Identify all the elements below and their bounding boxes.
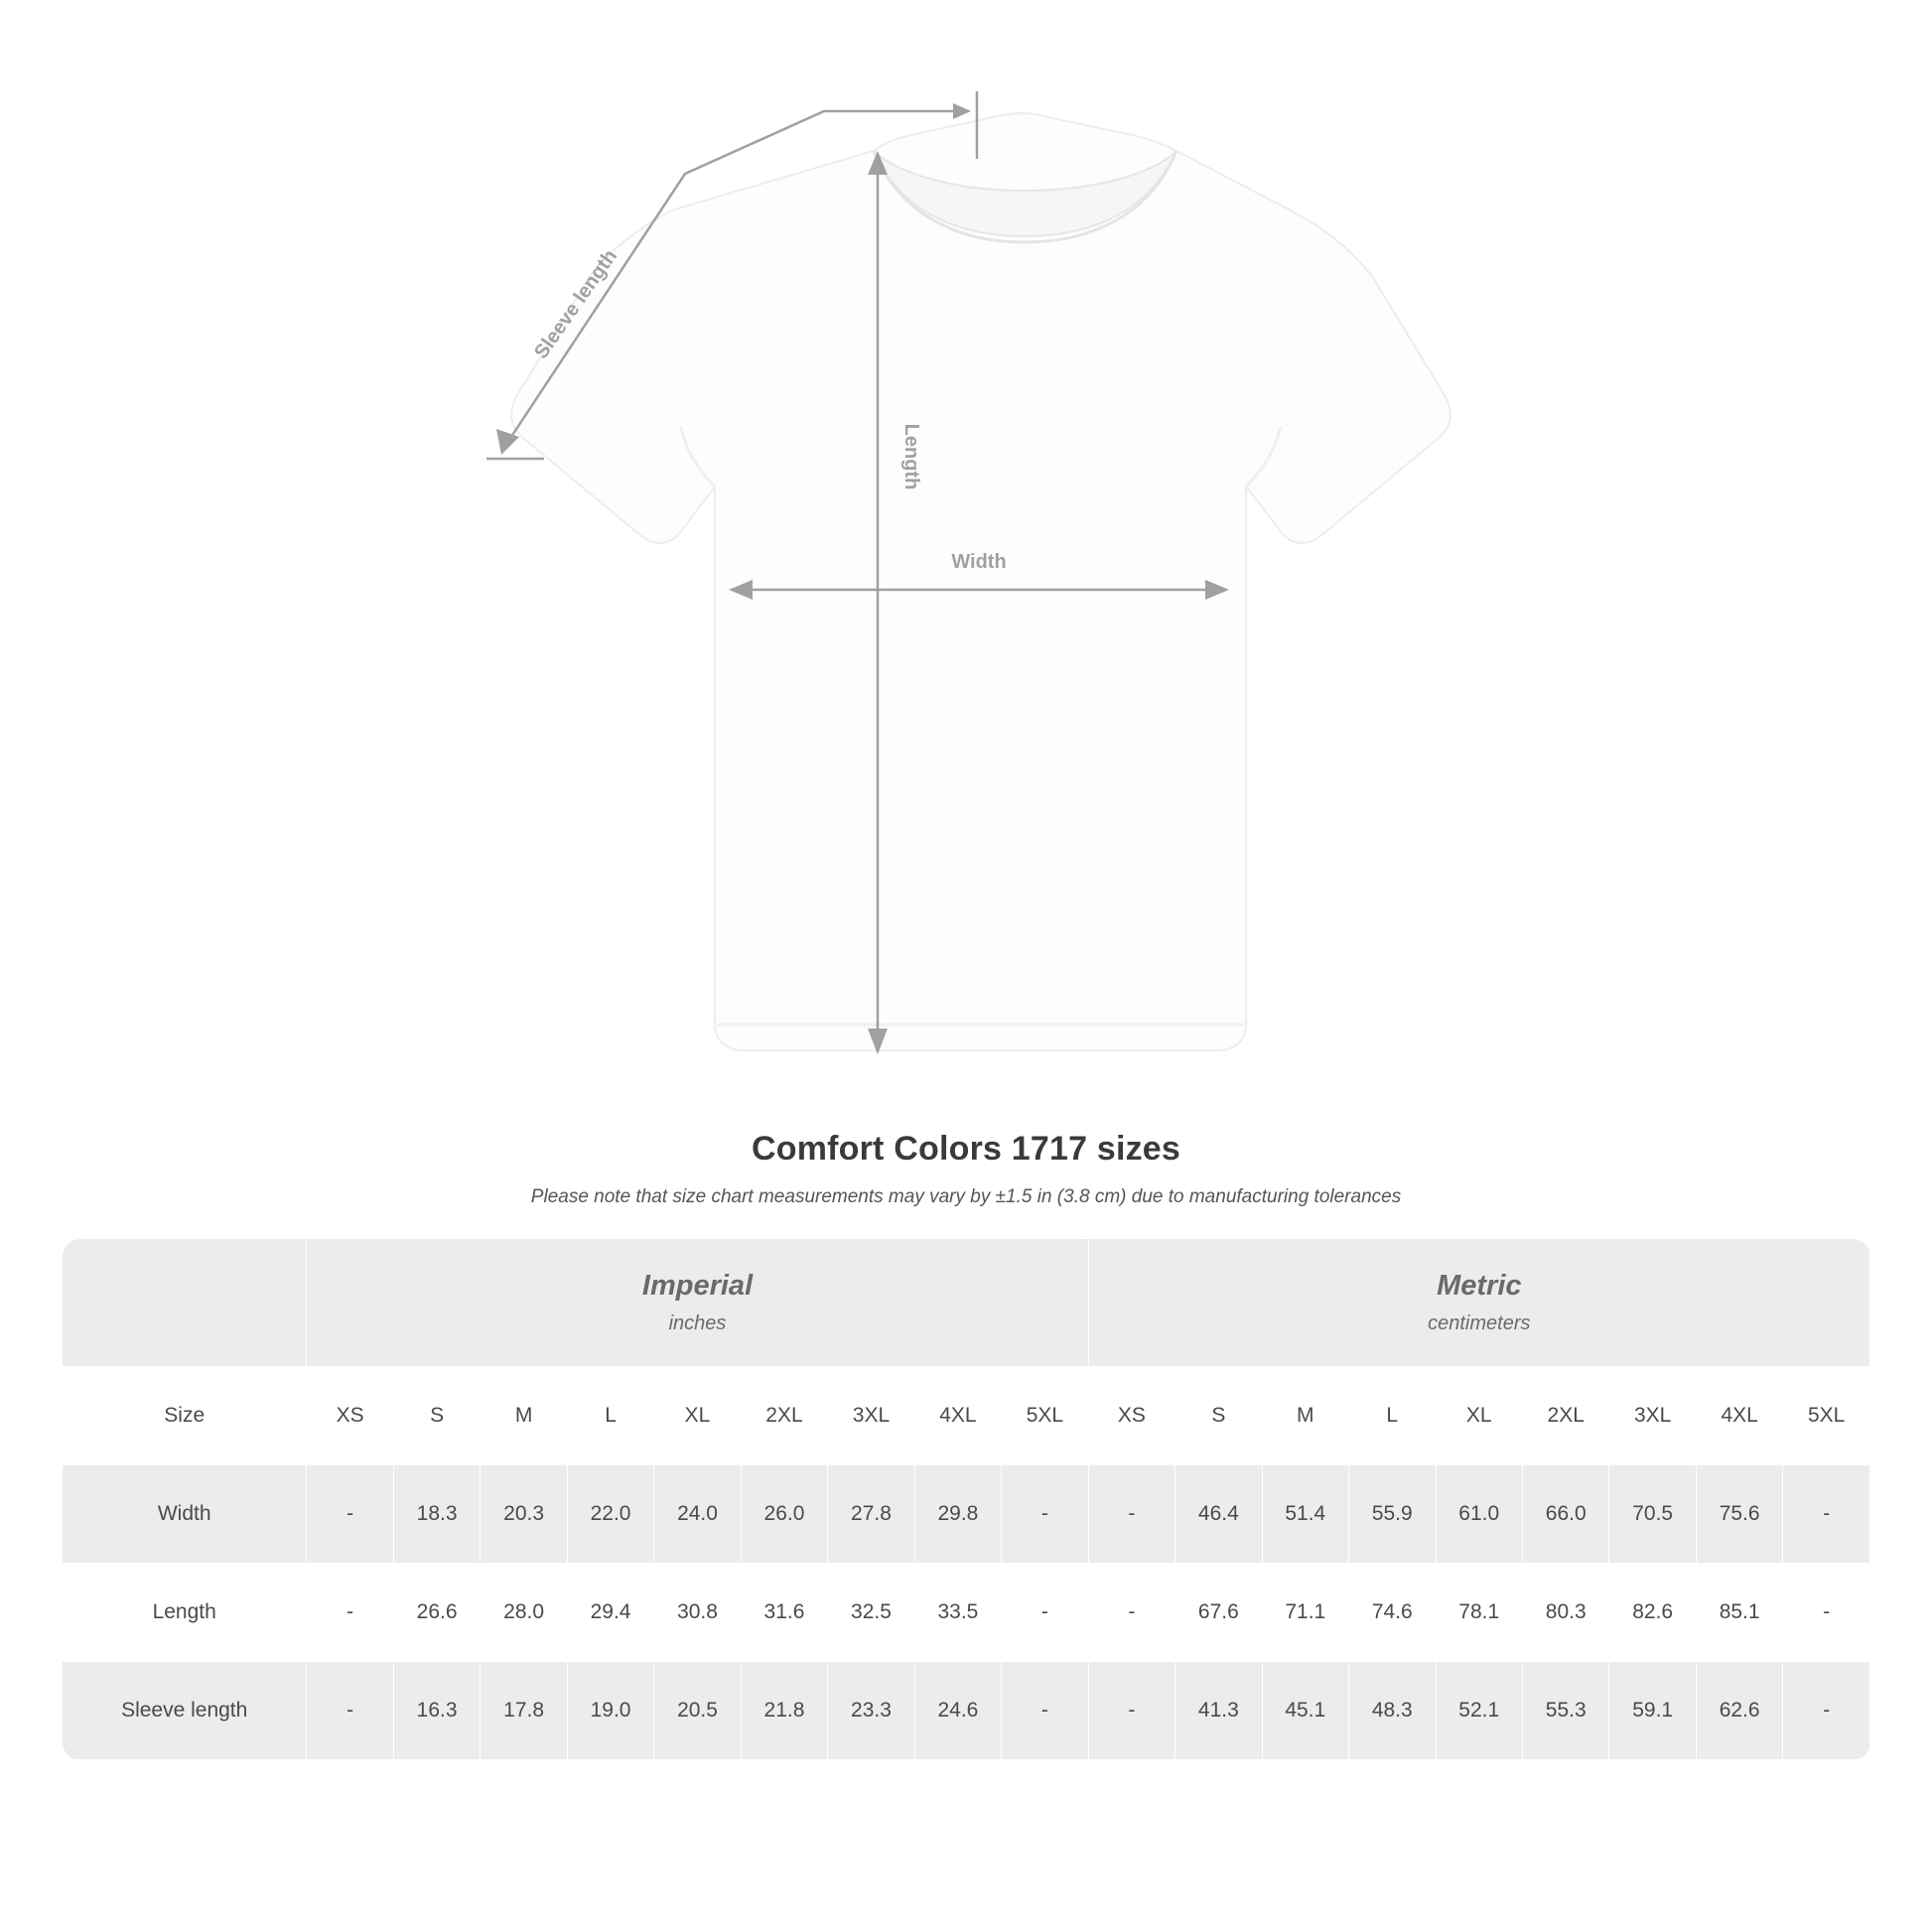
table-cell: 28.0 bbox=[481, 1564, 567, 1662]
table-cell: - bbox=[307, 1465, 393, 1564]
table-cell: 18.3 bbox=[393, 1465, 480, 1564]
sleeve-length-label: Sleeve length bbox=[530, 245, 622, 363]
table-cell: 55.3 bbox=[1522, 1662, 1608, 1760]
title-block bbox=[0, 1130, 1932, 1208]
table-cell: 41.3 bbox=[1175, 1662, 1262, 1760]
table-cell: - bbox=[1088, 1662, 1174, 1760]
table-cell: - bbox=[1002, 1465, 1088, 1564]
table-cell: - bbox=[1002, 1564, 1088, 1662]
table-row bbox=[63, 1564, 1870, 1662]
unit-imperial-sub: inches bbox=[668, 1312, 727, 1334]
table-cell: - bbox=[1002, 1662, 1088, 1760]
table-cell: 71.1 bbox=[1262, 1564, 1348, 1662]
table-cell: 27.8 bbox=[828, 1465, 914, 1564]
table-cell: - bbox=[1783, 1465, 1870, 1564]
table-cell: - bbox=[1088, 1465, 1174, 1564]
table-cell: 59.1 bbox=[1609, 1662, 1696, 1760]
table-cell: 16.3 bbox=[393, 1662, 480, 1760]
size-header-cell: S bbox=[393, 1367, 480, 1465]
size-header-cell: XL bbox=[654, 1367, 741, 1465]
size-table bbox=[62, 1238, 1870, 1760]
table-cell: 55.9 bbox=[1349, 1465, 1436, 1564]
table-cell: - bbox=[1783, 1564, 1870, 1662]
table-cell: 17.8 bbox=[481, 1662, 567, 1760]
table-cell: 48.3 bbox=[1349, 1662, 1436, 1760]
tshirt-shape bbox=[511, 113, 1450, 1050]
corner-cell bbox=[63, 1239, 307, 1367]
table-cell: 61.0 bbox=[1436, 1465, 1522, 1564]
table-cell: 85.1 bbox=[1696, 1564, 1782, 1662]
table-cell: 20.5 bbox=[654, 1662, 741, 1760]
table-cell: - bbox=[1088, 1564, 1174, 1662]
size-header-cell: XS bbox=[307, 1367, 393, 1465]
table-cell: 29.4 bbox=[567, 1564, 653, 1662]
unit-metric-sub: centimeters bbox=[1428, 1312, 1531, 1334]
table-row bbox=[63, 1662, 1870, 1760]
table-cell: 26.0 bbox=[741, 1465, 827, 1564]
unit-header-row bbox=[63, 1239, 1870, 1367]
size-header-row bbox=[63, 1367, 1870, 1465]
table-cell: 26.6 bbox=[393, 1564, 480, 1662]
size-header-cell: M bbox=[481, 1367, 567, 1465]
size-table-wrapper bbox=[62, 1238, 1870, 1760]
row-label: Width bbox=[63, 1465, 307, 1564]
table-cell: 33.5 bbox=[914, 1564, 1001, 1662]
row-label: Length bbox=[63, 1564, 307, 1662]
table-cell: 24.0 bbox=[654, 1465, 741, 1564]
unit-imperial bbox=[307, 1239, 1088, 1367]
table-cell: 82.6 bbox=[1609, 1564, 1696, 1662]
row-label: Sleeve length bbox=[63, 1662, 307, 1760]
table-cell: 74.6 bbox=[1349, 1564, 1436, 1662]
table-cell: 62.6 bbox=[1696, 1662, 1782, 1760]
size-header-label: Size bbox=[63, 1367, 307, 1465]
table-row bbox=[63, 1465, 1870, 1564]
table-cell: 31.6 bbox=[741, 1564, 827, 1662]
table-cell: 78.1 bbox=[1436, 1564, 1522, 1662]
table-cell: 20.3 bbox=[481, 1465, 567, 1564]
size-header-cell: L bbox=[1349, 1367, 1436, 1465]
table-cell: - bbox=[307, 1662, 393, 1760]
size-header-cell: L bbox=[567, 1367, 653, 1465]
table-cell: 32.5 bbox=[828, 1564, 914, 1662]
unit-metric-name: Metric bbox=[1437, 1270, 1522, 1302]
tolerance-note: Please note that size chart measurements may vary by ±1.5 in (3.8 cm) due to manufacturing tolerances bbox=[530, 1186, 1402, 1207]
table-cell: 46.4 bbox=[1175, 1465, 1262, 1564]
size-header-cell: 5XL bbox=[1002, 1367, 1088, 1465]
table-cell: 51.4 bbox=[1262, 1465, 1348, 1564]
page-title: Comfort Colors 1717 sizes bbox=[751, 1130, 1181, 1168]
table-cell: 19.0 bbox=[567, 1662, 653, 1760]
unit-metric bbox=[1088, 1239, 1869, 1367]
table-cell: 67.6 bbox=[1175, 1564, 1262, 1662]
table-cell: 30.8 bbox=[654, 1564, 741, 1662]
unit-imperial-name: Imperial bbox=[641, 1270, 754, 1302]
table-cell: 66.0 bbox=[1522, 1465, 1608, 1564]
size-header-cell: 3XL bbox=[1609, 1367, 1696, 1465]
size-header-cell: 4XL bbox=[914, 1367, 1001, 1465]
table-cell: 75.6 bbox=[1696, 1465, 1782, 1564]
table-cell: 29.8 bbox=[914, 1465, 1001, 1564]
table-cell: 24.6 bbox=[914, 1662, 1001, 1760]
size-header-cell: 2XL bbox=[741, 1367, 827, 1465]
table-cell: 80.3 bbox=[1522, 1564, 1608, 1662]
table-cell: 52.1 bbox=[1436, 1662, 1522, 1760]
size-header-cell: S bbox=[1175, 1367, 1262, 1465]
table-cell: - bbox=[307, 1564, 393, 1662]
table-cell: 70.5 bbox=[1609, 1465, 1696, 1564]
length-label: Length bbox=[900, 423, 922, 490]
table-cell: - bbox=[1783, 1662, 1870, 1760]
size-header-cell: 5XL bbox=[1783, 1367, 1870, 1465]
size-header-cell: 4XL bbox=[1696, 1367, 1782, 1465]
size-header-cell: XL bbox=[1436, 1367, 1522, 1465]
size-header-cell: M bbox=[1262, 1367, 1348, 1465]
size-header-cell: 3XL bbox=[828, 1367, 914, 1465]
table-cell: 21.8 bbox=[741, 1662, 827, 1760]
table-cell: 23.3 bbox=[828, 1662, 914, 1760]
table-cell: 22.0 bbox=[567, 1465, 653, 1564]
table-cell: 45.1 bbox=[1262, 1662, 1348, 1760]
size-header-cell: 2XL bbox=[1522, 1367, 1608, 1465]
size-header-cell: XS bbox=[1088, 1367, 1174, 1465]
width-label: Width bbox=[951, 551, 1007, 573]
